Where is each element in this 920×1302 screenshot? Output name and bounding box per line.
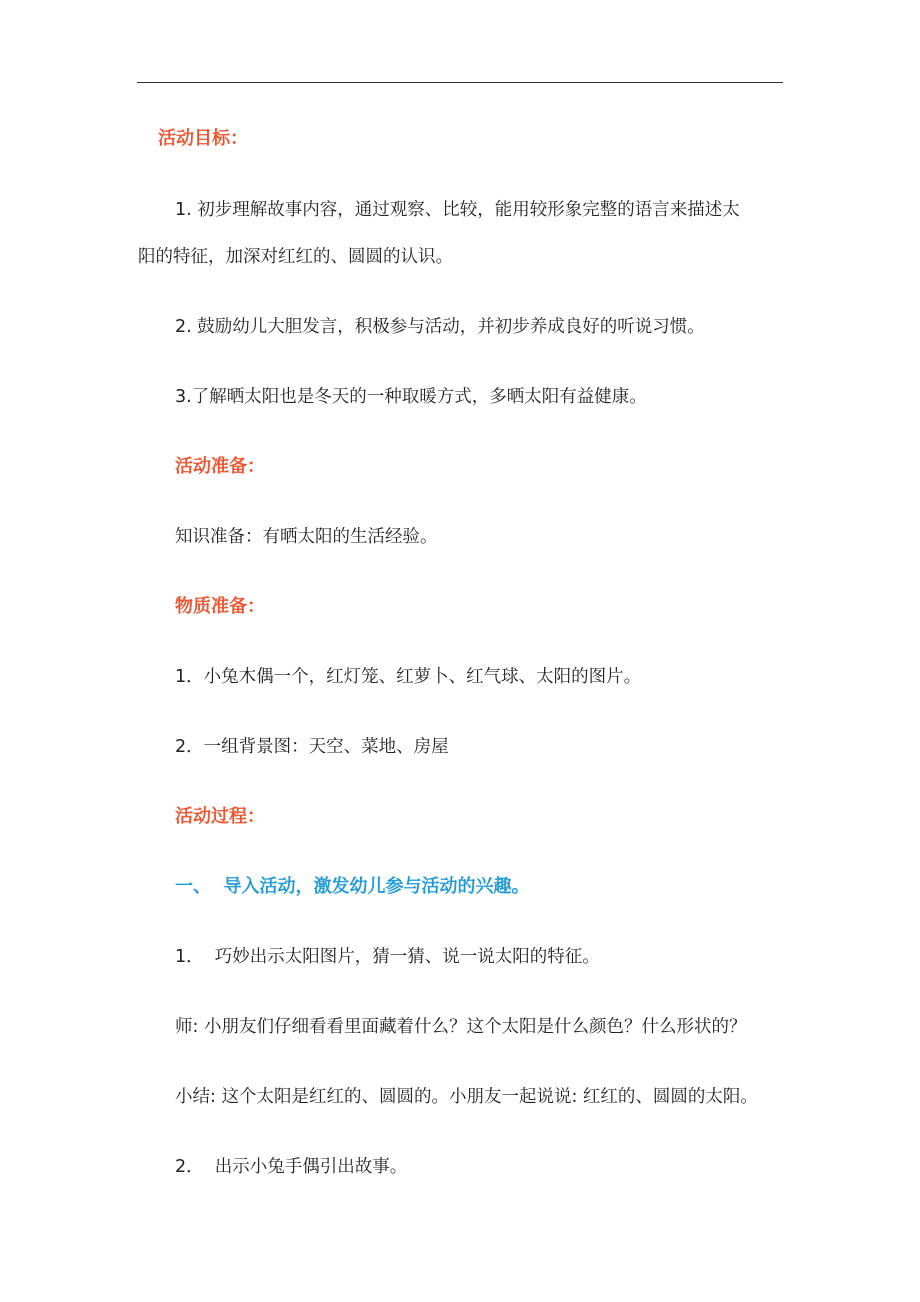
process-step-1: 1． 巧妙出示太阳图片，猜一猜、说一说太阳的特征。 xyxy=(175,947,600,967)
process-section-1-title: 一、 导入活动，激发幼儿参与活动的兴趣。 xyxy=(175,876,530,897)
goals-item-3: 3.了解晒太阳也是冬天的一种取暖方式，多晒太阳有益健康。 xyxy=(175,387,647,407)
goals-heading: 活动目标： xyxy=(158,128,248,149)
process-step-2: 2． 出示小兔手偶引出故事。 xyxy=(175,1157,408,1177)
process-heading: 活动过程： xyxy=(175,806,265,827)
preparation-heading: 活动准备： xyxy=(175,456,265,477)
teacher-question: 师: 小朋友们仔细看看里面藏着什么？这个太阳是什么颜色？什么形状的？ xyxy=(175,1017,747,1037)
goals-item-1-line-2: 阳的特征，加深对红红的、圆圆的认识。 xyxy=(138,247,453,267)
knowledge-preparation: 知识准备：有晒太阳的生活经验。 xyxy=(175,527,438,547)
header-rule xyxy=(137,82,783,83)
materials-item-1: 1．小兔木偶一个，红灯笼、红萝卜、红气球、太阳的图片。 xyxy=(175,667,642,687)
materials-item-2: 2．一组背景图：天空、菜地、房屋 xyxy=(175,737,449,757)
goals-item-2: 2. 鼓励幼儿大胆发言，积极参与活动，并初步养成良好的听说习惯。 xyxy=(175,317,705,337)
materials-heading: 物质准备： xyxy=(175,596,265,617)
goals-item-1-line-1: 1. 初步理解故事内容，通过观察、比较，能用较形象完整的语言来描述太 xyxy=(175,200,740,220)
summary-line: 小结: 这个太阳是红红的、圆圆的。小朋友一起说说: 红红的、圆圆的太阳。 xyxy=(175,1087,758,1107)
